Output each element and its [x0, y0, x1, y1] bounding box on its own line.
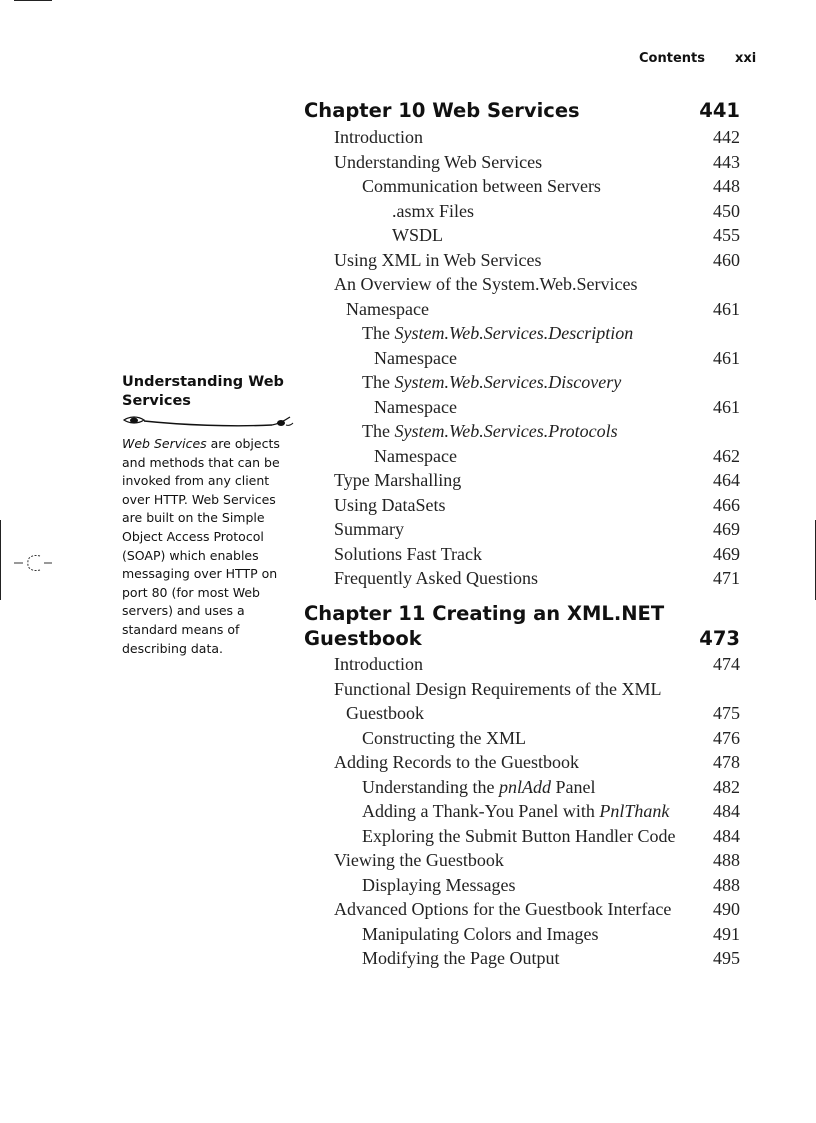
chapter-heading [304, 99, 740, 123]
namespace-name: System.Web.Services.Description [394, 323, 634, 343]
toc-entry-title: Adding Records to the Guestbook [334, 752, 579, 772]
toc-entry-title: Introduction [334, 654, 423, 674]
namespace-name: System.Web.Services.Protocols [394, 421, 618, 441]
toc-entry-continuation [304, 444, 740, 468]
toc-entry-page: 488 [713, 874, 740, 895]
chapter-page-number: 441 [699, 99, 740, 122]
chapter-title: Chapter 11 Creating an XML.NET [304, 602, 665, 625]
running-head-section: Contents [639, 51, 705, 66]
running-head-page-number: xxi [735, 51, 757, 66]
toc-entry [304, 799, 740, 823]
toc-entry-title: Modifying the Page Output [362, 948, 560, 968]
toc-entry-title: Advanced Options for the Guestbook Interface [334, 899, 672, 919]
toc-entry-page: 461 [713, 298, 740, 319]
toc-entry [304, 272, 740, 296]
chapter-heading-continuation [304, 627, 740, 651]
toc-entry-title: Viewing the Guestbook [334, 850, 504, 870]
toc-entry [304, 517, 740, 541]
toc-entry-continuation [304, 346, 740, 370]
toc-entry-continuation [304, 297, 740, 321]
toc-entry-page: 484 [713, 801, 740, 821]
toc-entry-title: Namespace [374, 347, 457, 368]
toc-entry-title: Using XML in Web Services [334, 249, 542, 270]
toc-entry-title: Functional Design Requirements of the XML [334, 678, 662, 699]
toc-entry-title: Introduction [334, 127, 423, 147]
sidebar-body-line: (SOAP) which enables [122, 547, 259, 563]
toc-entry-title: Adding a Thank-You Panel with PnlThank [362, 801, 670, 821]
toc-entry-page: 475 [713, 703, 740, 723]
toc-entry-page: 443 [713, 151, 740, 172]
toc-entry-title: Solutions Fast Track [334, 543, 483, 564]
toc-entry [304, 370, 740, 394]
toc-entry [304, 321, 740, 345]
sidebar-title-line: Services [122, 393, 191, 409]
toc-entry-title: Using DataSets [334, 494, 446, 515]
namespace-name: System.Web.Services.Discovery [394, 372, 622, 392]
toc-entry-page: 442 [713, 127, 740, 147]
toc-entry [304, 493, 740, 517]
toc-entry-title: Type Marshalling [334, 470, 462, 490]
toc-entry-page: 482 [713, 776, 740, 797]
sidebar-body-line: messaging over HTTP on [122, 566, 278, 582]
toc-entry-page: 490 [713, 899, 740, 919]
toc-entry-title: Constructing the XML [362, 727, 526, 748]
toc-entry-page: 471 [713, 568, 740, 588]
toc-entry [304, 922, 740, 946]
toc-entry-page: 476 [713, 727, 740, 748]
sidebar-body-emphasis: Web Services [122, 436, 207, 451]
sidebar-body-line: describing data. [122, 640, 223, 656]
sidebar-body-line: servers) and uses a [122, 603, 245, 619]
toc-entry-title: An Overview of the System.Web.Services [334, 274, 638, 294]
code-identifier: pnlAdd [498, 776, 551, 797]
toc-entry-page: 469 [713, 543, 740, 564]
toc-entry-page: 460 [713, 249, 740, 270]
sidebar-body-line: Web Services are objects [122, 436, 280, 451]
sidebar-body-line: standard means of [122, 621, 240, 637]
toc-entry [304, 223, 740, 247]
toc-entry-page: 448 [713, 176, 740, 196]
toc-entry-page: 466 [713, 494, 740, 515]
toc-entry-continuation [304, 395, 740, 419]
toc-entry [304, 174, 740, 198]
sidebar-body-line: port 80 (for most Web [122, 584, 260, 600]
toc-entry [304, 873, 740, 897]
toc-entry-page: 491 [713, 923, 740, 944]
toc-entry-title: Namespace [374, 396, 457, 417]
toc-entry-page: 461 [713, 347, 740, 368]
toc-entry [304, 566, 740, 590]
toc-entry [304, 419, 740, 443]
toc-entry-title: Understanding Web Services [334, 151, 543, 172]
toc-entry-title: Understanding the pnlAdd Panel [362, 776, 596, 797]
sidebar-body-line: and methods that can be [122, 454, 280, 470]
toc-entry [304, 897, 740, 921]
toc-entry-title: Frequently Asked Questions [334, 568, 538, 588]
toc-entry-title: The System.Web.Services.Description [362, 323, 634, 343]
toc-entry-title: Namespace [346, 298, 429, 319]
toc-entry-page: 474 [713, 654, 740, 674]
toc-entry-title: .asmx Files [392, 200, 475, 221]
toc-entry-page: 462 [713, 445, 740, 466]
toc-entry-page: 478 [713, 752, 740, 772]
toc-entry-title: The System.Web.Services.Protocols [362, 421, 618, 441]
code-identifier: PnlThank [599, 801, 670, 821]
toc-entry [304, 542, 740, 566]
toc-entry-title: The System.Web.Services.Discovery [362, 372, 622, 392]
toc-entry-title: Summary [334, 519, 404, 539]
toc-entry [304, 468, 740, 492]
toc-entry [304, 750, 740, 774]
toc-entry-title: Communication between Servers [362, 176, 601, 196]
chapter-title: Chapter 10 Web Services [304, 99, 580, 122]
sidebar-title-line: Understanding Web [122, 374, 284, 390]
toc-entry-title: Manipulating Colors and Images [362, 923, 599, 944]
toc-entry [304, 824, 740, 848]
toc-entry [304, 775, 740, 799]
toc-entry-page: 484 [713, 825, 740, 846]
toc-entry-title: Exploring the Submit Button Handler Code [362, 825, 676, 846]
chapter-heading [304, 602, 740, 626]
toc-entry [304, 946, 740, 970]
sidebar-body-line: over HTTP. Web Services [122, 491, 276, 507]
toc-entry-page: 464 [713, 470, 740, 490]
toc-entry-page: 495 [713, 948, 740, 968]
toc-entry-page: 450 [713, 200, 740, 221]
chapter-title: Guestbook [304, 627, 422, 650]
toc-entry-page: 488 [713, 850, 740, 870]
toc-entry [304, 652, 740, 676]
toc-entry-page: 461 [713, 396, 740, 417]
chapter-page-number: 473 [699, 627, 740, 650]
sidebar-body-line: invoked from any client [122, 473, 270, 489]
toc-entry-page: 469 [713, 519, 740, 539]
toc-entry [304, 848, 740, 872]
toc-entry-title: Namespace [374, 445, 457, 466]
toc-entry [304, 677, 740, 701]
toc-entry-title: Displaying Messages [362, 874, 516, 895]
toc-entry [304, 150, 740, 174]
toc-entry-title: Guestbook [346, 703, 424, 723]
toc-entry [304, 125, 740, 149]
sidebar-body-line: are built on the Simple [122, 510, 265, 526]
toc-entry-title: WSDL [392, 225, 443, 245]
toc-entry [304, 248, 740, 272]
toc-entry [304, 726, 740, 750]
toc-entry-continuation [304, 701, 740, 725]
sidebar-body-line: Object Access Protocol [122, 528, 264, 544]
toc-entry [304, 199, 740, 223]
toc-entry-page: 455 [713, 225, 740, 245]
